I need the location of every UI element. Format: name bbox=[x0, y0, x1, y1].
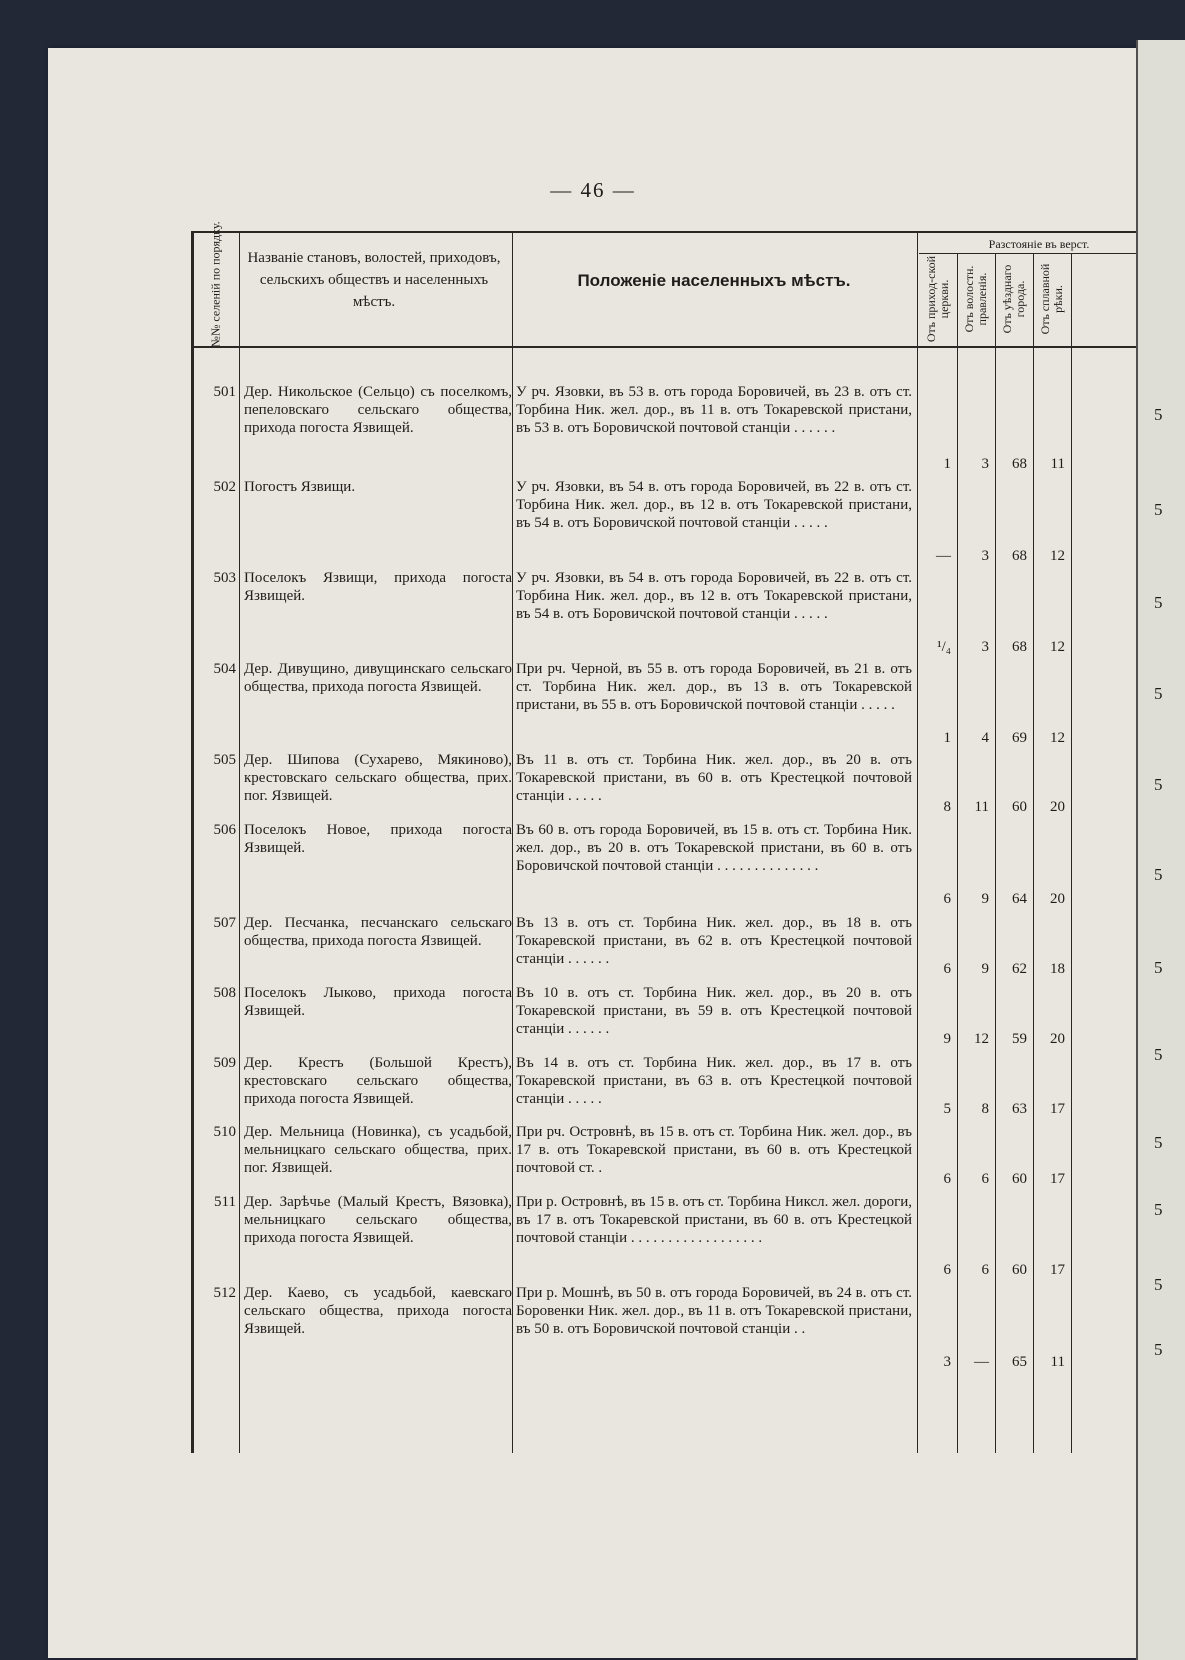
row-dist-volost: 6 bbox=[981, 1262, 989, 1278]
next-page-fragment: 5 bbox=[1154, 958, 1163, 977]
row-dist-volost: 8 bbox=[981, 1101, 989, 1117]
row-number: 509 bbox=[213, 1055, 236, 1071]
row-dist-river: 11 bbox=[1050, 456, 1065, 472]
row-number: 502 bbox=[213, 479, 236, 495]
header-dist-uezd: Отъ уѣзднаго города. bbox=[1000, 264, 1027, 334]
row-name: Дер. Каево, съ усадьбой, каевскаго сельскаго общества, прихода погоста Язвищей. bbox=[244, 1285, 512, 1337]
row-dist-uezd: 60 bbox=[1012, 1171, 1027, 1187]
header-position: Положеніе населенныхъ мѣстъ. bbox=[577, 271, 851, 290]
row-number: 506 bbox=[213, 822, 236, 838]
distance-group-line bbox=[919, 253, 1159, 254]
table-left-border bbox=[191, 231, 194, 1453]
row-name: Дер. Крестъ (Большой Крестъ), крестовскаго сельскаго общества, прихода погоста Язвищей. bbox=[244, 1055, 512, 1107]
next-page-edge bbox=[1136, 40, 1185, 1660]
next-page-fragment: 5 bbox=[1154, 1133, 1163, 1152]
row-position: При р. Мошнѣ, въ 50 в. отъ города Боровичей, въ 24 в. отъ ст. Боровенки Ник. жел. дор., въ 11 в. отъ Токаревской пристани, въ 50 в. отъ Боровичской почтовой станціи . . bbox=[516, 1285, 912, 1337]
row-dist-volost: 12 bbox=[974, 1031, 989, 1047]
next-page-fragment: 5 bbox=[1154, 684, 1163, 703]
row-dist-church: 6 bbox=[943, 1171, 951, 1187]
row-dist-river: 12 bbox=[1050, 639, 1065, 655]
row-dist-river: 12 bbox=[1050, 548, 1065, 564]
row-name: Поселокъ Новое, прихода погоста Язвищей. bbox=[244, 822, 512, 856]
row-position: У рч. Язовки, въ 53 в. отъ города Боровичей, въ 23 в. отъ ст. Торбина Ник. жел. дор., въ 11 в. отъ Токаревской пристани, въ 53 в. отъ Боровичской почтовой станціи . . . . . . bbox=[516, 384, 912, 436]
next-page-fragment: 5 bbox=[1154, 593, 1163, 612]
row-dist-church: ¹/₄ bbox=[937, 639, 951, 655]
header-bottom-border bbox=[191, 346, 1159, 348]
row-dist-uezd: 59 bbox=[1012, 1031, 1027, 1047]
row-dist-river: 12 bbox=[1050, 730, 1065, 746]
row-position: У рч. Язовки, въ 54 в. отъ города Боровичей, въ 22 в. отъ ст. Торбина Ник. жел. дор., въ 12 в. отъ Токаревской пристани, въ 54 в. отъ Боровичской почтовой станціи . . . . . bbox=[516, 570, 912, 622]
row-position: Въ 11 в. отъ ст. Торбина Ник. жел. дор., въ 20 в. отъ Токаревской пристани, въ 60 в. отъ Крестецкой почтовой станціи . . . . . bbox=[516, 752, 912, 804]
row-dist-uezd: 65 bbox=[1012, 1354, 1027, 1370]
row-dist-uezd: 60 bbox=[1012, 799, 1027, 815]
header-distance: Разстояніе въ верст. bbox=[988, 237, 1090, 251]
row-dist-river: 11 bbox=[1050, 1354, 1065, 1370]
row-dist-uezd: 63 bbox=[1012, 1101, 1027, 1117]
row-name: Дер. Мельница (Новинка), съ усадьбой, мельницкаго сельскаго общества, прих. пог. Язвищей. bbox=[244, 1124, 512, 1176]
row-name: Дер. Дивущино, дивущинскаго сельскаго общества, прихода погоста Язвищей. bbox=[244, 661, 512, 695]
row-number: 508 bbox=[213, 985, 236, 1001]
row-dist-church: — bbox=[936, 548, 951, 564]
row-position: При рч. Черной, въ 55 в. отъ города Боровичей, въ 21 в. отъ ст. Торбина Ник. жел. дор., въ 13 в. отъ Токаревской пристани, въ 55 в. отъ Боровичской почтовой станціи . . . . . bbox=[516, 661, 912, 713]
col-divider-6 bbox=[1033, 253, 1034, 1453]
row-position: Въ 10 в. отъ ст. Торбина Ник. жел. дор., въ 20 в. отъ Токаревской пристани, въ 59 в. отъ Крестецкой почтовой станціи . . . . . . bbox=[516, 985, 912, 1037]
row-dist-church: 6 bbox=[943, 961, 951, 977]
row-dist-river: 17 bbox=[1050, 1101, 1065, 1117]
page-number: — 46 — bbox=[550, 178, 636, 202]
next-page-fragment: 5 bbox=[1154, 865, 1163, 884]
row-dist-volost: 3 bbox=[981, 456, 989, 472]
row-dist-volost: — bbox=[974, 1354, 989, 1370]
col-divider-2 bbox=[512, 231, 513, 1453]
row-dist-church: 1 bbox=[943, 730, 951, 746]
next-page-fragment: 5 bbox=[1154, 500, 1163, 519]
row-dist-church: 8 bbox=[943, 799, 951, 815]
row-dist-church: 6 bbox=[943, 891, 951, 907]
row-dist-church: 5 bbox=[943, 1101, 951, 1117]
row-position: При рч. Островнѣ, въ 15 в. отъ ст. Торбина Ник. жел. дор., въ 17 в. отъ Токаревской пристани, въ 60 в. отъ Крестецкой почтовой ст. . bbox=[516, 1124, 912, 1176]
row-number: 510 bbox=[213, 1124, 236, 1140]
table-top-border bbox=[191, 231, 1159, 233]
col-divider-1 bbox=[239, 231, 240, 1453]
row-name: Поселокъ Язвищи, прихода погоста Язвищей. bbox=[244, 570, 512, 604]
row-dist-church: 1 bbox=[943, 456, 951, 472]
row-dist-volost: 4 bbox=[981, 730, 989, 746]
row-position: Въ 14 в. отъ ст. Торбина Ник. жел. дор., въ 17 в. отъ Токаревской пристани, въ 63 в. отъ Крестецкой почтовой станціи . . . . . bbox=[516, 1055, 912, 1107]
row-dist-volost: 6 bbox=[981, 1171, 989, 1187]
next-page-fragment: 5 bbox=[1154, 1340, 1163, 1359]
row-dist-river: 20 bbox=[1050, 799, 1065, 815]
row-dist-uezd: 62 bbox=[1012, 961, 1027, 977]
row-dist-volost: 11 bbox=[974, 799, 989, 815]
col-divider-5 bbox=[995, 253, 996, 1453]
next-page-fragment: 5 bbox=[1154, 405, 1163, 424]
row-name: Дер. Песчанка, песчанскаго сельскаго общества, прихода погоста Язвищей. bbox=[244, 915, 512, 949]
row-dist-uezd: 68 bbox=[1012, 639, 1027, 655]
row-dist-uezd: 64 bbox=[1012, 891, 1027, 907]
row-position: Въ 60 в. отъ города Боровичей, въ 15 в. отъ ст. Торбина Ник. жел. дор., въ 20 в. отъ Токаревской пристани, въ 60 в. отъ Боровичской почтовой станціи . . . . . . . . . . . . . . bbox=[516, 822, 912, 874]
next-page-fragment: 5 bbox=[1154, 1045, 1163, 1064]
header-dist-church: Отъ приход-ской церкви. bbox=[924, 255, 951, 343]
row-position: Въ 13 в. отъ ст. Торбина Ник. жел. дор., въ 18 в. отъ Токаревской пристани, въ 62 в. отъ Крестецкой почтовой станціи . . . . . . bbox=[516, 915, 912, 967]
row-dist-uezd: 69 bbox=[1012, 730, 1027, 746]
row-number: 505 bbox=[213, 752, 236, 768]
row-dist-volost: 9 bbox=[981, 961, 989, 977]
row-number: 511 bbox=[214, 1194, 236, 1210]
row-position: У рч. Язовки, въ 54 в. отъ города Боровичей, въ 22 в. отъ ст. Торбина Ник. жел. дор., въ 12 в. отъ Токаревской пристани, въ 54 в. отъ Боровичской почтовой станціи . . . . . bbox=[516, 479, 912, 531]
row-number: 503 bbox=[213, 570, 236, 586]
row-name: Дер. Шипова (Сухарево, Мякиново), крестовскаго сельскаго общества, прих. пог. Язвищей. bbox=[244, 752, 512, 804]
row-dist-uezd: 68 bbox=[1012, 548, 1027, 564]
header-number: №№ селеній по порядку. bbox=[208, 221, 223, 348]
col-divider-7 bbox=[1071, 253, 1072, 1453]
row-dist-river: 18 bbox=[1050, 961, 1065, 977]
row-dist-river: 17 bbox=[1050, 1171, 1065, 1187]
row-number: 504 bbox=[213, 661, 236, 677]
row-dist-church: 6 bbox=[943, 1262, 951, 1278]
header-dist-river: Отъ сплавной рѣки. bbox=[1038, 263, 1065, 335]
row-dist-volost: 3 bbox=[981, 548, 989, 564]
row-number: 501 bbox=[213, 384, 236, 400]
row-dist-river: 17 bbox=[1050, 1262, 1065, 1278]
row-number: 507 bbox=[213, 915, 236, 931]
next-page-fragment: 5 bbox=[1154, 1200, 1163, 1219]
row-name: Дер. Зарѣчье (Малый Крестъ, Вязовка), мельницкаго сельскаго общества, прихода погоста Язвищей. bbox=[244, 1194, 512, 1246]
row-position: При р. Островнѣ, въ 15 в. отъ ст. Торбина Никсл. жел. дороги, въ 17 в. отъ Токаревской пристани, въ 60 в. отъ Крестецкой почтовой станціи . . . . . . . . . . . . . . . . . . bbox=[516, 1194, 913, 1246]
row-number: 512 bbox=[213, 1285, 236, 1301]
row-dist-uezd: 60 bbox=[1012, 1262, 1027, 1278]
next-page-fragment: 5 bbox=[1154, 1275, 1163, 1294]
settlements-table bbox=[191, 221, 1159, 1453]
header-name: Названіе становъ, волостей, приходовъ, сельскихъ обществъ и населенныхъ мѣстъ. bbox=[247, 250, 501, 310]
row-dist-church: 9 bbox=[943, 1031, 951, 1047]
row-name: Дер. Никольское (Сельцо) съ поселкомъ, пепеловскаго сельскаго общества, прихода погоста Язвищей. bbox=[244, 384, 512, 436]
col-divider-4 bbox=[957, 253, 958, 1453]
row-dist-river: 20 bbox=[1050, 1031, 1065, 1047]
book-page bbox=[48, 48, 1138, 1658]
row-name: Погостъ Язвищи. bbox=[244, 479, 356, 495]
row-dist-volost: 3 bbox=[981, 639, 989, 655]
row-dist-uezd: 68 bbox=[1012, 456, 1027, 472]
row-dist-river: 20 bbox=[1050, 891, 1065, 907]
row-dist-volost: 9 bbox=[981, 891, 989, 907]
row-name: Поселокъ Лыково, прихода погоста Язвищей. bbox=[244, 985, 512, 1019]
row-dist-church: 3 bbox=[943, 1354, 951, 1370]
header-dist-volost: Отъ волостн. правленія. bbox=[962, 265, 989, 333]
col-divider-3 bbox=[917, 231, 918, 1453]
next-page-fragment: 5 bbox=[1154, 775, 1163, 794]
